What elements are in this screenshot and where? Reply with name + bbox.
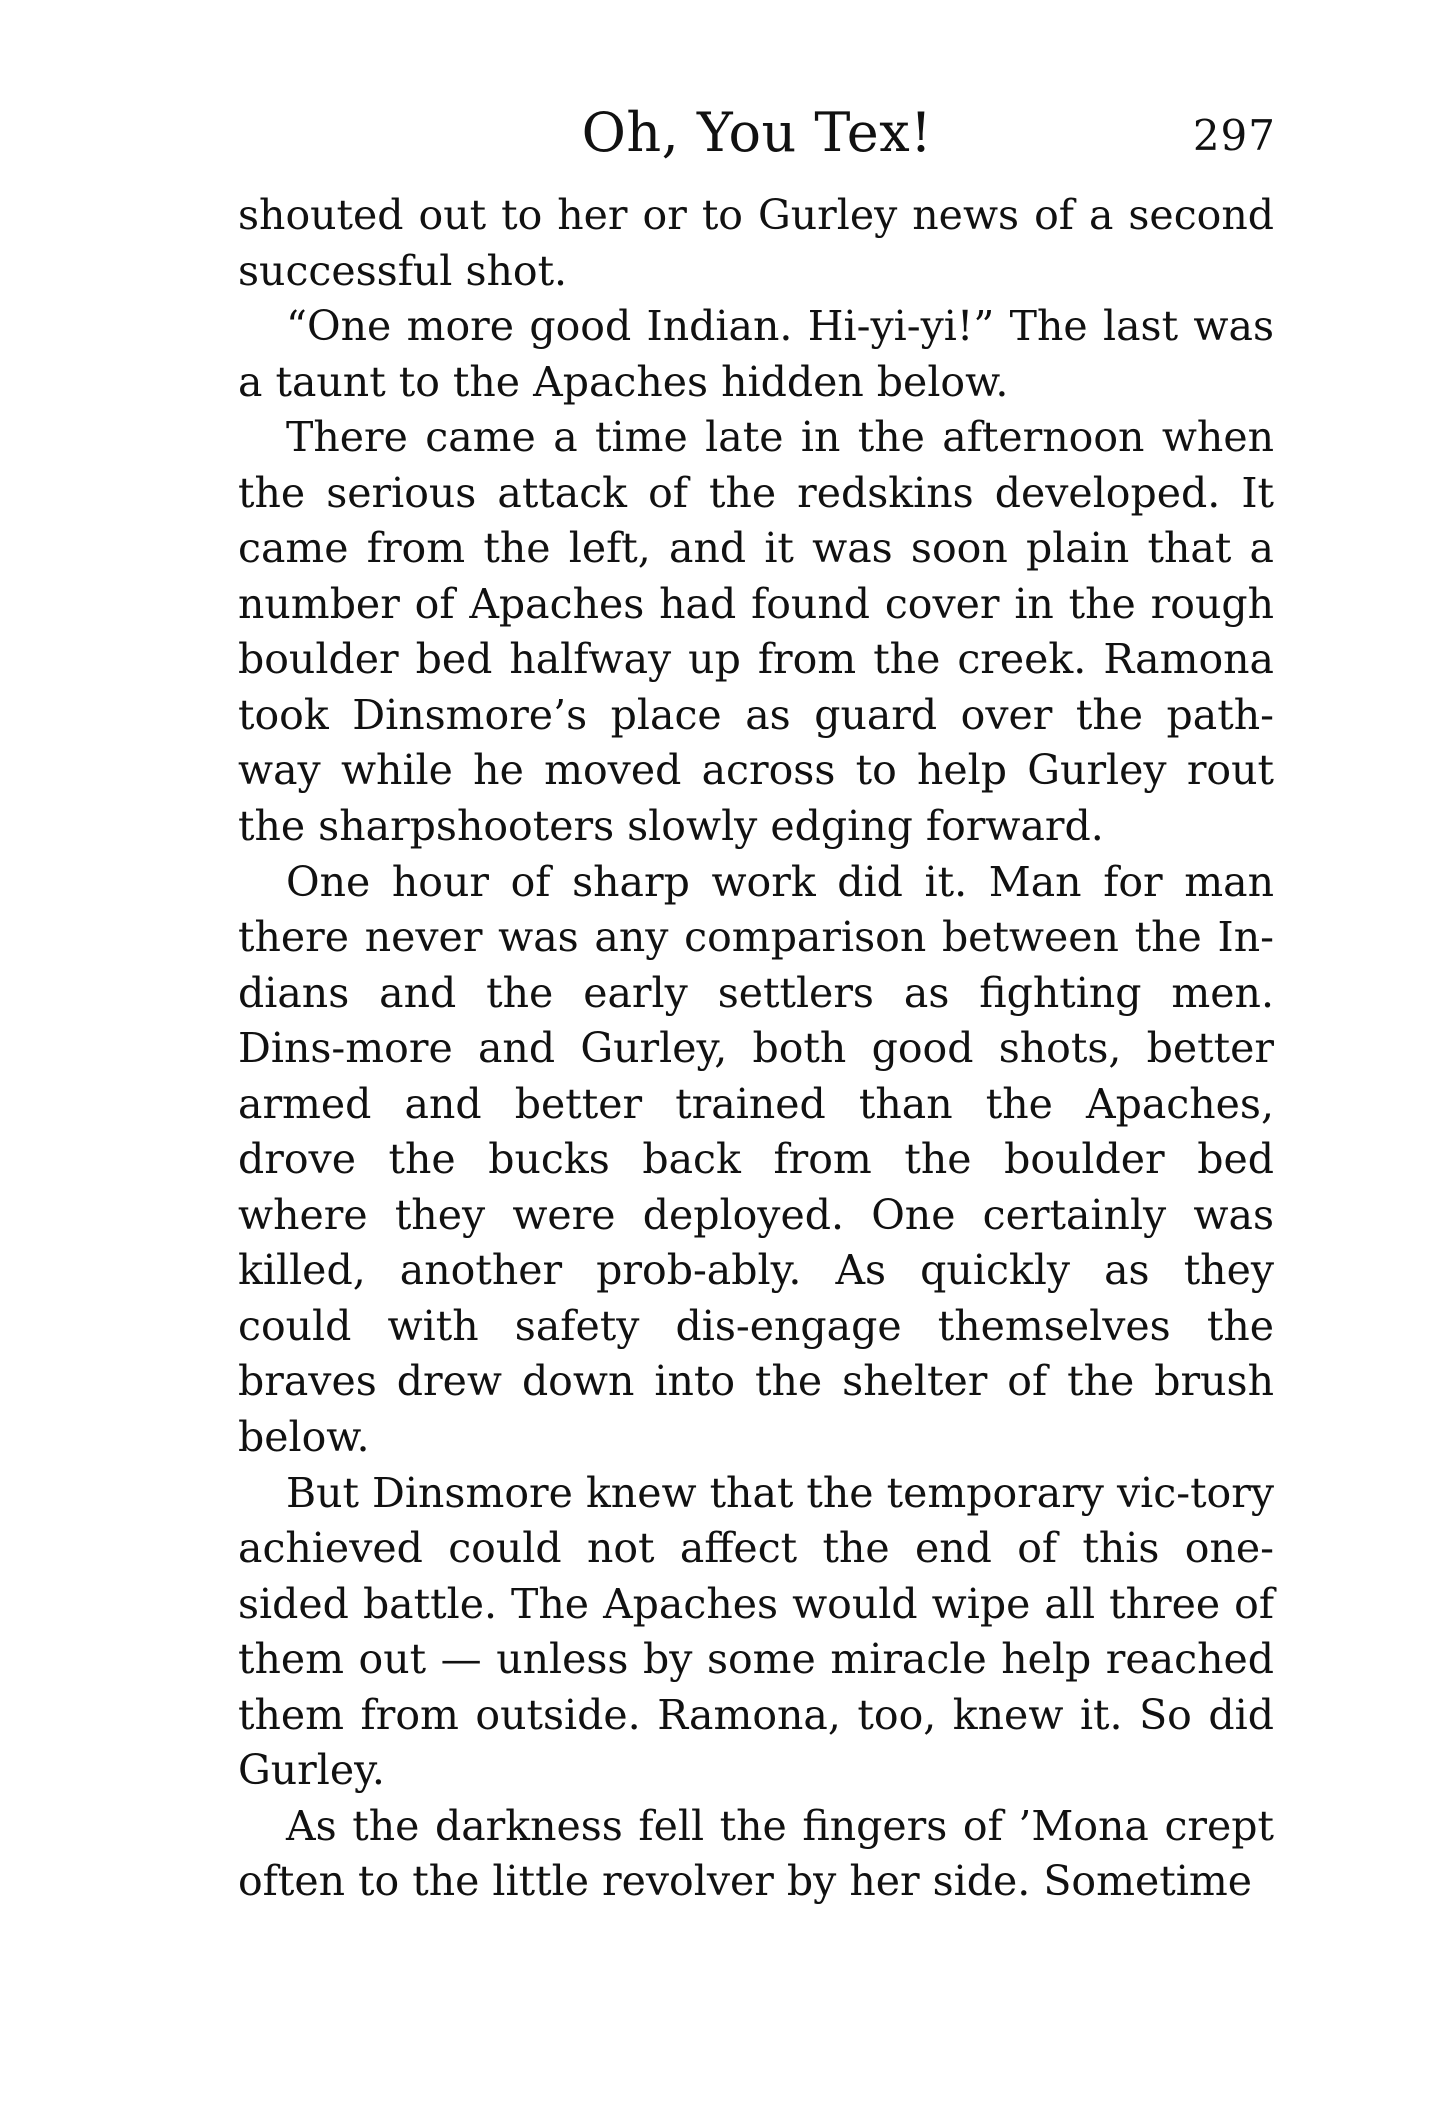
paragraph: “One more good Indian. Hi-yi-yi!” The last was a taunt to the Apaches hidden below. — [238, 302, 1274, 406]
running-title: Oh, You Tex! — [581, 101, 933, 164]
page-header — [238, 98, 1276, 178]
paragraph: But Dinsmore knew that the temporary vic-tory achieved could not affect the end of this one-sided battle. The Apaches would wipe all three of them out — unless by some miracle help reached them from outside. Ramona, too, knew it. So did Gurley. — [238, 1468, 1274, 1795]
paragraph: One hour of sharp work did it. Man for man there never was any comparison between the In-dians and the early settlers as fighting men. Dins-more and Gurley, both good shots, better armed and better trained than the Apaches, drove the bucks back from the boulder bed where they were deployed. One certainly was killed, another prob-ably. As quickly as they could with safety dis-engage themselves the braves drew down into the shelter of the brush below. — [238, 857, 1274, 1462]
paragraph-continuation: shouted out to her or to Gurley news of a second successful shot. — [238, 191, 1274, 295]
paragraph: There came a time late in the afternoon when the serious attack of the redskins developed. It came from the left, and it was soon plain that a number of Apaches had found cover in the rough boulder bed halfway up from the creek. Ramona took Dinsmore’s place as guard over the path-way while he moved across to help Gurley rout the sharpshooters slowly edging forward. — [238, 413, 1274, 851]
body-text — [238, 188, 1274, 1910]
page-number: 297 — [1192, 111, 1276, 160]
paragraph: As the darkness fell the fingers of ’Mona crept often to the little revolver by her side. Sometime — [238, 1801, 1274, 1906]
